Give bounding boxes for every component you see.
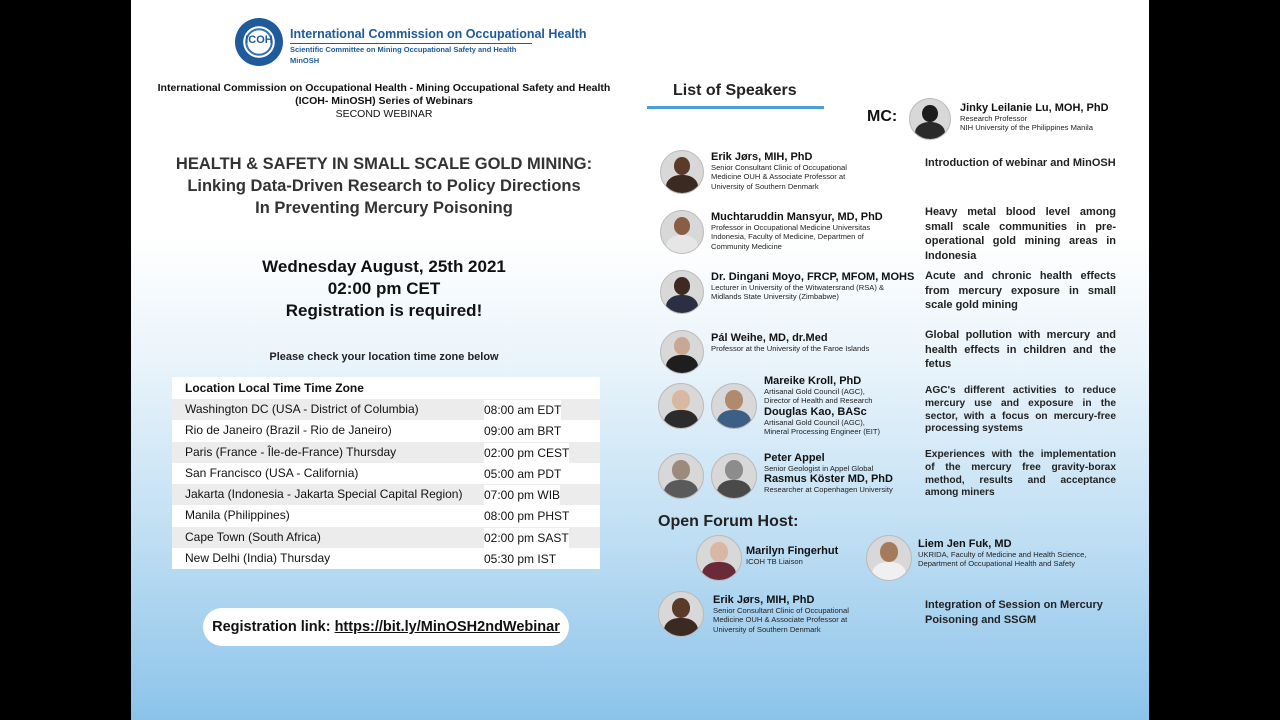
- timezone-row: Washington DC (USA - District of Columbia) 08:00 am EDT: [172, 399, 600, 420]
- registration-label: Registration link:: [212, 619, 331, 635]
- event-datetime: [151, 256, 617, 322]
- timezone-row: Paris (France - Île-de-France) Thursday 02:00 pm CEST: [172, 442, 600, 463]
- speaker-topic: Integration of Session on Mercury Poisoning and SSGM: [925, 599, 1103, 626]
- forum-host-info: Liem Jen Fuk, MD UKRIDA, Faculty of Medicine and Health Science, Department of Occupational Health and Safety: [918, 538, 1087, 569]
- timezone-row: Jakarta (Indonesia - Jakarta Special Capital Region) 07:00 pm WIB: [172, 484, 600, 505]
- speaker-avatar: [658, 591, 704, 637]
- speaker-info: Mareike Kroll, PhD Artisanal Gold Council (AGC), Director of Health and Research Douglas Kao, BASc Artisanal Gold Council (AGC), Mineral Processing Engineer (EIT): [764, 375, 914, 437]
- speaker-name: Mareike Kroll, PhD: [764, 375, 862, 387]
- registration-banner: [203, 608, 569, 646]
- webinar-title: [141, 153, 627, 219]
- series-line-3: SECOND WEBINAR: [335, 108, 433, 120]
- speakers-title-underline: [647, 106, 824, 109]
- event-date: Wednesday August, 25th 2021: [262, 257, 506, 276]
- forum-title: Open Forum Host:: [658, 513, 799, 530]
- speaker-name: Erik Jørs, MIH, PhD: [711, 151, 813, 163]
- speaker-name: Pál Weihe, MD, dr.Med: [711, 332, 828, 344]
- org-name: International Commission on Occupational Health: [290, 27, 587, 41]
- title-line-2: Linking Data-Driven Research to Policy Directions: [187, 177, 581, 195]
- mc-avatar: [909, 98, 951, 140]
- series-line-1: International Commission on Occupational Health - Mining Occupational Safety and Health: [157, 82, 611, 94]
- timezone-table-header: Location Local Time Time Zone: [185, 381, 364, 395]
- speaker-avatar: [658, 383, 704, 429]
- speaker-info: Pál Weihe, MD, dr.Med Professor at the University of the Faroe Islands: [711, 332, 911, 353]
- org-divider: [290, 43, 532, 44]
- org-committee: Scientific Committee on Mining Occupational Safety and Health: [290, 45, 517, 54]
- speaker-topic: Global pollution with mercury and health effects in children and the fetus: [925, 329, 1116, 370]
- forum-host-info: Marilyn Fingerhut ICOH TB Liaison: [746, 545, 839, 566]
- speaker-name: Dr. Dingani Moyo, FRCP, MFOM, MOHS: [711, 271, 915, 283]
- speaker-name: Peter Appel: [764, 452, 825, 464]
- speaker-avatar: [711, 383, 757, 429]
- speaker-topic: Experiences with the implementation of the mercury free gravity-borax method, results and acceptance among miners: [925, 449, 1116, 499]
- speaker-info: Erik Jørs, MIH, PhD Senior Consultant Clinic of Occupational Medicine OUH & Associate Professor at University of Southern Denmark: [711, 151, 911, 191]
- timezone-row: San Francisco (USA - California) 05:00 am PDT: [185, 465, 562, 481]
- mc-info: [960, 102, 1109, 133]
- speaker-name: Erik Jørs, MIH, PhD: [713, 594, 815, 606]
- series-line-2: (ICOH- MinOSH) Series of Webinars: [295, 95, 473, 107]
- title-line-3: In Preventing Mercury Poisoning: [255, 199, 513, 217]
- speaker-topic: Heavy metal blood level among small scale communities in pre-operational gold mining areas in Indonesia: [925, 206, 1116, 262]
- mc-affiliation: NIH University of the Philippines Manila: [960, 123, 1093, 133]
- timezone-row: Manila (Philippines) 08:00 pm PHST: [185, 508, 570, 524]
- timezone-row: New Delhi (India) Thursday 05:30 pm IST: [185, 551, 557, 567]
- title-line-1: HEALTH & SAFETY IN SMALL SCALE GOLD MINING:: [175, 155, 593, 173]
- speaker-avatar: [658, 453, 704, 499]
- timezone-note: Please check your location time zone below: [269, 351, 499, 363]
- speaker-info: Peter Appel Senior Geologist in Appel Global Rasmus Köster MD, PhD Researcher at Copenhagen University: [764, 452, 914, 495]
- timezone-row: Cape Town (South Africa) 02:00 pm SAST: [172, 527, 600, 548]
- icoh-logo: [235, 18, 283, 66]
- speaker-info: Muchtaruddin Mansyur, MD, PhD Professor in Occupational Medicine Universitas Indonesia, Faculty of Medicine, Departmen of Community Medicine: [711, 211, 911, 251]
- series-heading: [151, 82, 617, 121]
- registration-link[interactable]: https://bit.ly/MinOSH2ndWebinar: [334, 619, 560, 635]
- speaker-topic: AGC's different activities to reduce mercury use and exposure in the sector, with a focus on mercury-free processing systems: [925, 385, 1116, 435]
- forum-host-avatar: [866, 535, 912, 581]
- speaker-avatar: [660, 330, 704, 374]
- forum-host-name: Marilyn Fingerhut: [746, 545, 839, 557]
- speaker-avatar: [660, 150, 704, 194]
- registration-required: Registration is required!: [285, 301, 483, 320]
- speaker-avatar: [660, 270, 704, 314]
- speaker-name: Douglas Kao, BASc: [764, 405, 867, 418]
- forum-host-name: Liem Jen Fuk, MD: [918, 538, 1012, 550]
- speaker-topic: Introduction of webinar and MinOSH: [925, 157, 1116, 169]
- event-time: 02:00 pm CET: [327, 279, 441, 298]
- mc-affiliation: Research Professor: [960, 114, 1028, 123]
- speaker-info: Erik Jørs, MIH, PhD Senior Consultant Clinic of Occupational Medicine OUH & Associate Professor at University of Southern Denmark: [713, 594, 913, 634]
- speaker-avatar: [660, 210, 704, 254]
- timezone-row: Rio de Janeiro (Brazil - Rio de Janeiro) 09:00 am BRT: [185, 423, 562, 439]
- org-abbrev: MinOSH: [290, 56, 320, 65]
- speaker-name: Muchtaruddin Mansyur, MD, PhD: [711, 211, 883, 223]
- speaker-topic: Acute and chronic health effects from mercury exposure in small scale gold mining: [925, 270, 1116, 311]
- forum-host-avatar: [696, 535, 742, 581]
- logo-text: ICOH: [245, 34, 273, 46]
- speaker-avatar: [711, 453, 757, 499]
- speaker-name: Rasmus Köster MD, PhD: [764, 473, 893, 486]
- mc-label: MC:: [867, 108, 898, 125]
- speaker-info: Dr. Dingani Moyo, FRCP, MFOM, MOHS Lecturer in University of the Witwatersrand (RSA) & Midlands State University (Zimbabwe): [711, 271, 921, 302]
- webinar-poster: [131, 0, 1149, 720]
- speakers-title: List of Speakers: [673, 82, 797, 99]
- timezone-table: [172, 377, 600, 569]
- mc-name: Jinky Leilanie Lu, MOH, PhD: [960, 102, 1109, 114]
